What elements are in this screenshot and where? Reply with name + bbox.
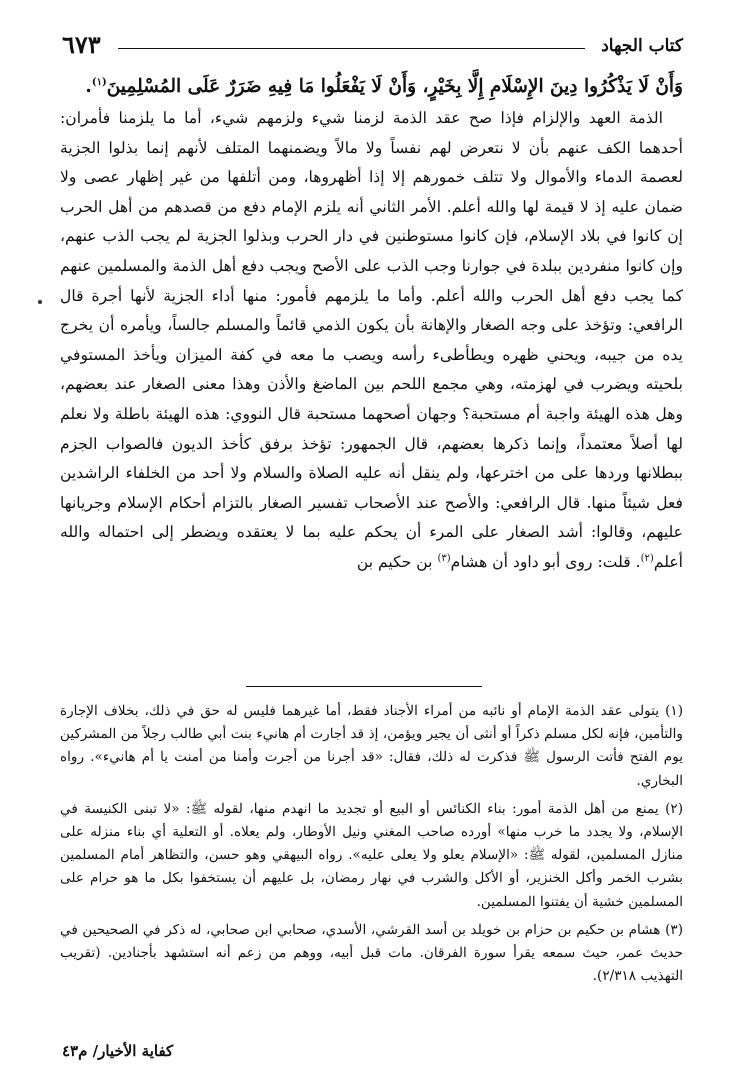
margin-mark xyxy=(38,300,42,304)
page-number: ٦٧٣ xyxy=(62,30,101,59)
footnote-separator xyxy=(246,686,482,687)
footnote-text: يتولى عقد الذمة الإمام أو نائبه من أمراء الأجناد فقط، أما غيرهما فليس له حق في ذلك، بخلاف الإجارة والتأمين، فإنه لكل مسلم ذكراً أو أنثى أن يجير ويؤمن، إذ قد أجارت أم هانيء بنت أبي طالب رجلاً من المشركين يوم الفتح فأتت الرسول ﷺ فذكرت له ذلك، فقال: «قد أجرنا من أجرت وأمنا من أمنت يا أم هانيء». رواه البخاري. xyxy=(60,703,683,789)
footnote-3 xyxy=(60,919,683,989)
header-rule xyxy=(118,48,585,49)
footnotes xyxy=(60,700,683,993)
verse-text: وَأَنْ لَا يَذْكُرُوا دِينَ الإِسْلَامِ إِلَّا بِخَيْرٍ، وَأَنْ لَا يَفْعَلُوا مَا فِيهِ ضَرَرٌ عَلَى المُسْلِمِينَ xyxy=(106,76,683,97)
printer-signature: كفاية الأخيار/ م٤٣ xyxy=(62,1042,174,1060)
verse-end: . xyxy=(85,76,92,97)
footnote-1 xyxy=(60,700,683,793)
chapter-title: كتاب الجهاد xyxy=(601,36,683,56)
paragraph-part3: بن حكيم بن xyxy=(356,552,438,571)
footnote-marker: (٣) xyxy=(665,921,683,938)
verse-note-ref: (١) xyxy=(91,76,107,88)
running-header xyxy=(62,30,683,64)
footnote-marker: (١) xyxy=(665,703,683,719)
footnote-text: هشام بن حكيم بن حزام بن خويلد بن أسد القرشي، الأسدي، صحابي ابن صحابي، له ذكر في الصحيحين في حديث عمر، حيث سمعه يقرأ سورة الفرقان. مات قبل أبيه، ووهم من زعم أنه استشهد بأجنادين. (تقريب التهذيب ٢/٣١٨). xyxy=(60,921,683,985)
note-ref-3: (٣) xyxy=(437,552,451,564)
note-ref-2: (٢) xyxy=(640,552,654,564)
body-paragraph xyxy=(60,104,683,578)
verse-line xyxy=(60,70,683,104)
main-text xyxy=(60,70,683,578)
paragraph-part2: . قلت: روى أبو داود أن هشام xyxy=(450,552,641,571)
paragraph-part1: الذمة العهد والإلزام فإذا صح عقد الذمة لزمنا شيء ولزمهم شيء، أما ما يلزمنا فأمران: أحدهما الكف عنهم بأن لا نتعرض لهم نفساً ولا مالاً ويضمنهما المتلف لأنهم إنما بذلوا الجزية لعصمة الدماء والأموال ولا تتلف خمورهم إلا إذا أظهروها، ومن أتلفها من غير إظهار عصى ولا ضمان عليه إذ لا قيمة لها والله أعلم. الأمر الثاني أنه يلزم الإمام دفع من قصدهم من أهل الحرب إن كانوا في بلاد الإسلام، فإن كانوا مستوطنين في دار الحرب وبذلوا الجزية لم يجب الذب عنهم، وإن كانوا منفردين ببلدة في جوارنا وجب الذب على الأصح ويجب دفع أهل الذمة والمسلمين عنهم كما يجب دفع أهل الحرب والله أعلم. وأما ما يلزمهم فأمور: منها أداء الجزية لأنها أجرة قال الرافعي: وتؤخذ على وجه الصغار والإهانة بأن يكون الذمي قائماً والمسلم جالساً، ويأمره أن يخرج يده من جيبه، ويحني ظهره ويطأطىء رأسه ويصب ما معه في كفة الميزان ويأخذ المستوفي بلحيته ويضرب في لهزمته، وهي مجمع اللحم بين الماضغ والأذن وهذا معنى الصغار عند بعضهم، وهل هذه الهيئة واجبة أم مستحبة؟ وجهان أصحهما مستحبة قال النووي: هذه الهيئة باطلة ولا نعلم لها أصلاً معتمداً، وإنما ذكرها بعضهم، قال الجمهور: تؤخذ برفق كأخذ الديون فالصواب الجزم ببطلانها وردها على من اخترعها، ولم ينقل أنه عليه الصلاة والسلام ولا أحد من الخلفاء الراشدين فعل شيئاً منها. قال الرافعي: والأصح عند الأصحاب تفسير الصغار بالتزام أحكام الإسلام وجريانها عليهم، وقالوا: أشد الصغار على المرء أن يحكم عليه بما لا يعتقده ويضطر إلى احتماله والله أعلم xyxy=(60,109,683,571)
footnote-text: يمنع من أهل الذمة أمور: بناء الكنائس أو البيع أو تجديد ما انهدم منها، لقوله ﷺ: «لا تبنى الكنيسة في الإسلام، ولا يجدد ما خرب منها» أورده صاحب المغني ونيل الأوطار، ولم يعلاه. أو التعلية أي بناء منزله على منازل المسلمين، لقوله ﷺ: «الإسلام يعلو ولا يعلى عليه». رواه البيهقي وهو حسن، والتظاهر أمام المسلمين بشرب الخمر وأكل الخنزير، أو الأكل والشرب في نهار رمضان، بل عليهم أن يستخفوا بكل ما هو حرام على المسلمين خشية أن يفتنوا المسلمين. xyxy=(60,800,683,910)
footnote-marker: (٢) xyxy=(665,800,683,817)
footnote-2 xyxy=(60,798,683,914)
